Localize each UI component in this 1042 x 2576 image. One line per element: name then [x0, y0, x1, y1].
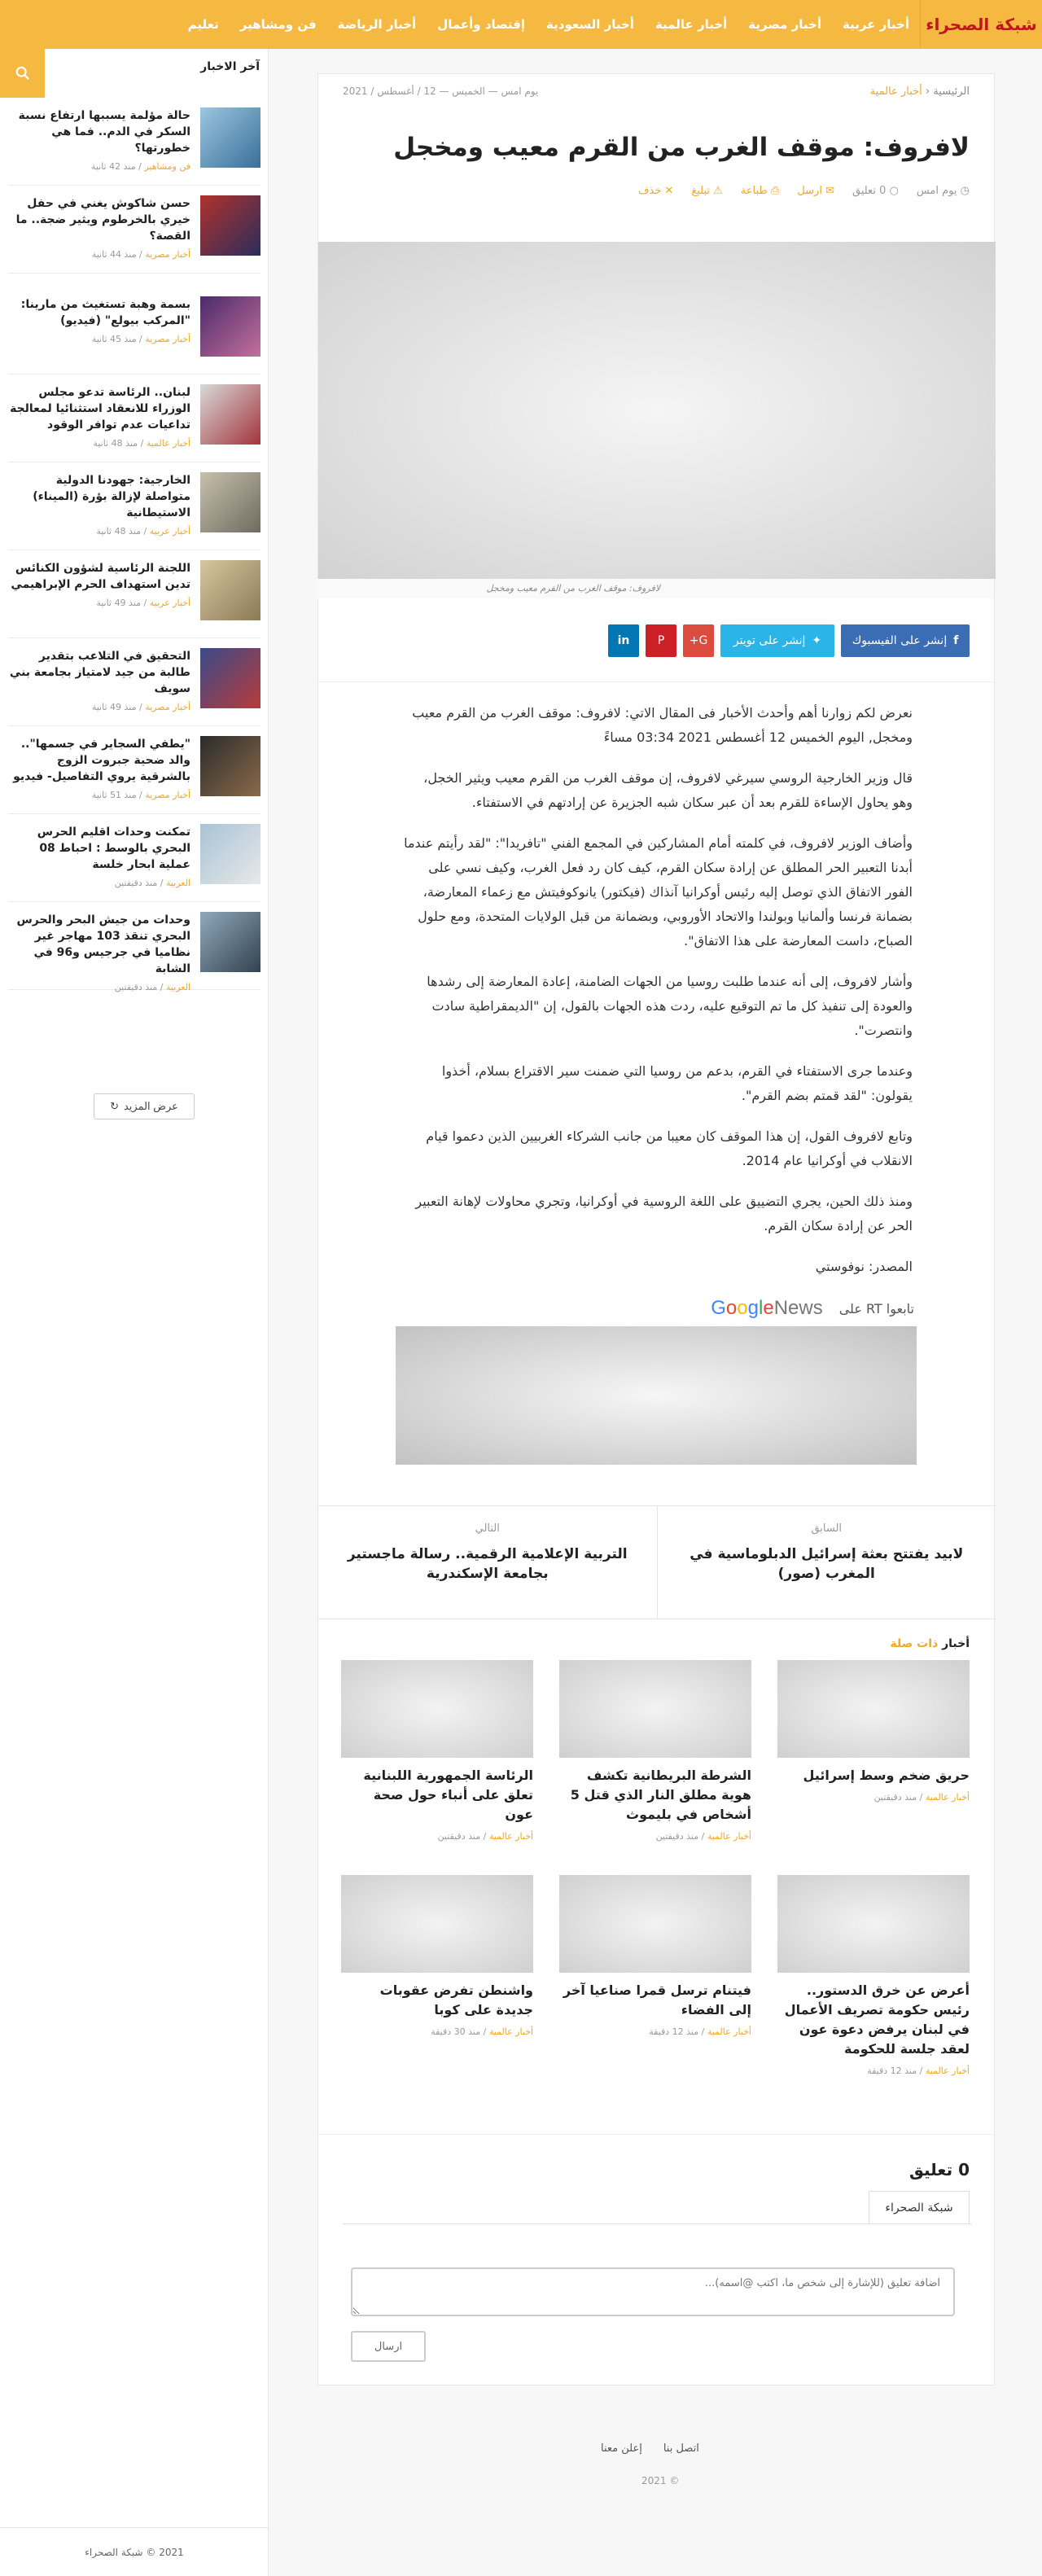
related-title[interactable]: أعرض عن خرق الدستور.. رئيس حكومة تصريف الأعمال في لبنان يرفض دعوة عون لعقد جلسة للحكومة: [784, 1982, 970, 2057]
divider: [343, 2223, 971, 2224]
news-title[interactable]: تمكنت وحدات اقليم الحرس البحري بالوسط : احباط 08 عملية ابحار خلسة: [37, 826, 190, 871]
news-time: منذ 51 ثانية: [91, 790, 137, 800]
footer-link-contact[interactable]: اتصل بنا: [663, 2442, 699, 2455]
meta-print[interactable]: ⎙ طباعة: [740, 185, 780, 197]
related-category[interactable]: أخبار عالمية: [707, 2026, 751, 2037]
nav-item[interactable]: إقتصاد وأعمال: [437, 17, 526, 32]
breadcrumb-category[interactable]: أخبار عالمية: [869, 85, 922, 98]
related-item[interactable]: أعرض عن خرق الدستور.. رئيس حكومة تصريف الأعمال في لبنان يرفض دعوة عون لعقد جلسة للحكومة أخبار عالمية / منذ 12 دقيقة: [777, 1875, 970, 2074]
news-title[interactable]: التحقيق في التلاعب بتقدير طالبة من جيد لامتياز بجامعة بني سويف: [9, 650, 190, 695]
pinterest-icon: P: [657, 634, 665, 647]
breadcrumb-separator-icon: ‹: [922, 85, 930, 98]
twitter-icon: ✦: [812, 634, 822, 647]
article-paragraph: نعرض لكم زوارنا أهم وأحدث الأخبار فى المقال الاتي: لافروف: موقف الغرب من القرم معيب ومخجل, اليوم الخميس 12 أغسطس 2021 03:34 مساءً: [412, 705, 913, 745]
search-icon: [15, 66, 30, 81]
related-time: منذ 30 دقيقة: [431, 2026, 481, 2037]
related-thumbnail[interactable]: [341, 1660, 533, 1758]
news-title[interactable]: حسن شاكوش يغني في حفل خيري بالخرطوم ويثير ضجة.. ما القصة؟: [15, 197, 190, 243]
news-time: منذ 49 ثانية: [96, 598, 142, 608]
article-card: [317, 73, 995, 2385]
sidebar-footer: 2021 © شبكة الصحراء: [0, 2527, 269, 2576]
footer-link-advertise[interactable]: إعلن معنا: [601, 2442, 642, 2455]
nav-item[interactable]: فن ومشاهير: [239, 17, 317, 32]
article-paragraph: قال وزير الخارجية الروسي سيرغي لافروف، إن موقف الغرب من القرم معيب ويثير الخجل، وهو يحاول الإساءة للقرم بعد أن عبر سكان شبه الجزيرة عن إرادتهم في الاستفتاء.: [423, 770, 913, 810]
article-dateline: يوم امس — الخميس — 12 / أغسطس / 2021: [343, 85, 539, 97]
related-title[interactable]: الرئاسة الجمهورية اللبنانية تعلق على أنباء حول صحة عون: [363, 1768, 533, 1822]
news-time: منذ 48 ثانية: [93, 438, 138, 449]
meta-close[interactable]: ✕ خذف: [637, 185, 674, 197]
related-category[interactable]: أخبار عالمية: [925, 2066, 970, 2076]
related-category[interactable]: أخبار عالمية: [488, 1831, 533, 1842]
article-meta: [638, 185, 970, 197]
related-thumbnail[interactable]: [559, 1875, 751, 1973]
related-item[interactable]: واشنطن تفرض عقوبات جديدة على كوبا أخبار عالمية / منذ 30 دقيقة: [341, 1875, 533, 2074]
article-paragraph: وعندما جرى الاستفتاء في القرم، بدعم من روسيا التي ضمنت سير الاقتراع بسلام، أخذوا يقولون: "لقد قمتم بضم القرم".: [441, 1063, 913, 1103]
news-category[interactable]: أخبار مصرية: [145, 702, 190, 712]
article-paragraph: وتابع لافروف القول، إن هذا الموقف كان معيبا من جانب الشركاء الغربيين الذين دعموا قيام الانقلاب في أوكرانيا عام 2014.: [426, 1128, 913, 1168]
list-item[interactable]: حسن شاكوش يغني في حفل خيري بالخرطوم ويثير ضجة.. ما القصة؟ أخبار مصرية / منذ 44 ثانية: [8, 186, 260, 274]
related-thumbnail[interactable]: [341, 1875, 533, 1973]
nav-item[interactable]: أخبار مصرية: [748, 17, 821, 32]
envelope-icon: ✉: [821, 185, 834, 197]
main-nav: [177, 0, 920, 49]
show-more-button[interactable]: [94, 1093, 195, 1119]
previous-title[interactable]: لابيد يفتتح بعثة إسرائيل الدبلوماسية في المغرب (صور): [690, 1546, 964, 1582]
related-title[interactable]: فيتنام ترسل قمرا صناعيا آخر إلى الفضاء: [563, 1982, 751, 2017]
article-paragraph: وأضاف الوزير لافروف، في كلمته أمام المشاركين في المجمع الفني "تافريدا": "لقد رأيتم عندما أبدنا التعبير الحر المطلق عن إرادة سكان القرم، كيف كان رد فعل الغرب، وكيف نسي على الفور الاتفاق الذي توصل إليه رئيس أوكرانيا آنذاك (فيكتور) يانوكوفيتش مع زعماء المعارضة، بضمانة فرنسا وألمانيا وبولندا والاتحاد الأوروبي، وبضمانة من قبل الولايات المتحدة، ومع حلول الصباح، داست المعارضة على هذا الاتفاق".: [404, 835, 913, 948]
footer-copyright: © 2021: [641, 2475, 680, 2486]
refresh-icon: ↻: [110, 1100, 119, 1112]
related-thumbnail[interactable]: [777, 1660, 970, 1758]
article-hero-image: [318, 242, 996, 579]
article-paragraph: ومنذ ذلك الحين، يجري التضييق على اللغة الروسية في أوكرانيا، وتجري محاولات لإهانة التعبير الحر عن إرادة سكان القرم.: [415, 1194, 913, 1233]
next-post-link[interactable]: [318, 1506, 657, 1619]
comments-count: 0 تعليق: [908, 2160, 970, 2180]
share-pinterest-button[interactable]: [646, 624, 676, 657]
warning-icon: ⚠: [710, 185, 723, 197]
news-thumbnail[interactable]: [200, 472, 260, 532]
share-facebook-button[interactable]: f إنشر على الفيسبوك: [841, 624, 970, 657]
previous-post-link[interactable]: [657, 1506, 996, 1619]
related-time: منذ 12 دقيقة: [867, 2066, 917, 2076]
news-thumbnail[interactable]: [200, 107, 260, 168]
news-category[interactable]: العربية: [165, 982, 190, 992]
share-linkedin-button[interactable]: [608, 624, 639, 657]
related-item[interactable]: الرئاسة الجمهورية اللبنانية تعلق على أنباء حول صحة عون أخبار عالمية / منذ دقيقتين: [341, 1660, 533, 1859]
clock-icon: ◷: [957, 185, 970, 197]
close-icon: ✕: [661, 185, 674, 197]
related-title[interactable]: حريق ضخم وسط إسرائيل: [803, 1768, 970, 1783]
article-source: المصدر: نوفوستي: [815, 1259, 913, 1274]
news-thumbnail[interactable]: [200, 296, 260, 357]
news-thumbnail[interactable]: [200, 824, 260, 884]
article-paragraph: وأشار لافروف، إلى أنه عندما طلبت روسيا من الجهات الضامنة، إعادة المعارضة إلى رشدها والعودة إلى تنفيذ كل ما تم التوقيع عليه، ردت هذه الجهات بالقول، إن "الديمقراطية سادت وانتصرت".: [427, 974, 913, 1038]
divider: [318, 681, 996, 682]
google-news-follow[interactable]: [711, 1297, 914, 1320]
news-category[interactable]: أخبار عالمية: [146, 438, 190, 449]
list-item[interactable]: التحقيق في التلاعب بتقدير طالبة من جيد لامتياز بجامعة بني سويف أخبار مصرية / منذ 49 ثانية: [8, 638, 260, 726]
list-item[interactable]: الخارجية: جهودنا الدولية متواصلة لإزالة بؤرة (الميناء) الاستيطانية أخبار عربية / منذ 48 ثانية: [8, 462, 260, 550]
news-category[interactable]: أخبار مصرية: [145, 334, 190, 344]
news-thumbnail[interactable]: [200, 648, 260, 708]
related-item[interactable]: فيتنام ترسل قمرا صناعيا آخر إلى الفضاء أخبار عالمية / منذ 12 دقيقة: [559, 1875, 751, 2074]
meta-send[interactable]: ✉ ارسل: [797, 185, 834, 197]
latest-news-sidebar: [0, 49, 269, 2576]
list-item[interactable]: لبنان.. الرئاسة تدعو مجلس الوزراء للانعقاد استثنائيا لمعالجة تداعيات عدم توافر الوقود أخبار عالمية / منذ 48 ثانية: [8, 375, 260, 462]
list-item[interactable]: اللجنة الرئاسية لشؤون الكنائس تدين استهداف الحرم الإبراهيمي أخبار عربية / منذ 49 ثانية: [8, 550, 260, 638]
related-category[interactable]: أخبار عالمية: [925, 1792, 970, 1803]
news-time: منذ دقيقتين: [114, 982, 158, 992]
news-title[interactable]: الخارجية: جهودنا الدولية متواصلة لإزالة بؤرة (الميناء) الاستيطانية: [33, 474, 190, 519]
news-title[interactable]: حالة مؤلمة يسببها ارتفاع نسبة السكر في الدم.. فما هي خطورتها؟: [18, 109, 190, 155]
top-navbar: [0, 0, 1042, 49]
share-google-plus-button[interactable]: [683, 624, 714, 657]
comment-submit-button[interactable]: ارسال: [351, 2331, 426, 2362]
list-item[interactable]: وحدات من جيش البحر والحرس البحري تنقذ 103 مهاجر غير نظاميا في جرجيس و96 في الشابة العربية / منذ دقيقتين: [8, 902, 260, 990]
news-time: منذ 44 ثانية: [91, 249, 137, 260]
nav-item[interactable]: أخبار عربية: [843, 17, 909, 32]
list-item[interactable]: "يطفي السجاير في جسمها".. والد ضحية جبروت الزوج بالشرقية يروي التفاصيل- فيديو أخبار مصرية / منذ 51 ثانية: [8, 726, 260, 814]
next-title[interactable]: التربية الإعلامية الرقمية.. رسالة ماجستير بجامعة الإسكندرية: [347, 1546, 628, 1582]
list-item[interactable]: حالة مؤلمة يسببها ارتفاع نسبة السكر في الدم.. فما هي خطورتها؟ فن ومشاهير / منذ 42 ثانية: [8, 98, 260, 186]
search-button[interactable]: [0, 49, 45, 98]
divider: [318, 2134, 996, 2135]
meta-time: ◷ يوم امس: [916, 185, 970, 197]
related-category[interactable]: أخبار عالمية: [707, 1831, 751, 1842]
share-twitter-button[interactable]: ✦ إنشر على تويتر: [720, 624, 834, 657]
news-title[interactable]: "يطفي السجاير في جسمها".. والد ضحية جبروت الزوج بالشرقية يروي التفاصيل- فيديو: [13, 738, 190, 783]
google-plus-icon: G+: [689, 634, 708, 647]
print-icon: ⎙: [767, 185, 780, 197]
related-heading: أخبار ذات صلة: [890, 1637, 970, 1650]
google-news-banner[interactable]: [396, 1326, 917, 1465]
news-time: منذ دقيقتين: [114, 878, 158, 888]
google-news-label: تابعوا RT على: [838, 1300, 914, 1316]
show-more-label: عرض المزيد: [123, 1100, 178, 1112]
related-title[interactable]: الشرطة البريطانية تكشف هوية مطلق النار الذي قتل 5 أشخاص في بليموث: [570, 1768, 751, 1822]
news-category[interactable]: فن ومشاهير: [144, 161, 190, 172]
news-thumbnail[interactable]: [200, 384, 260, 445]
latest-news-list: [8, 98, 260, 990]
news-title[interactable]: بسمة وهبة تستغيث من مارينا: "المركب بيولع" (فيديو): [20, 298, 190, 327]
comments-tab[interactable]: شبكة الصحراء: [869, 2191, 970, 2223]
related-thumbnail[interactable]: [777, 1875, 970, 1973]
related-item[interactable]: الشرطة البريطانية تكشف هوية مطلق النار الذي قتل 5 أشخاص في بليموث أخبار عالمية / منذ دقيقتين: [559, 1660, 751, 1859]
next-label: التالي: [475, 1522, 500, 1535]
article-body: [400, 701, 913, 1295]
related-news-grid: [341, 1660, 970, 2074]
comment-input[interactable]: [351, 2267, 955, 2316]
footer-links: [601, 2442, 699, 2455]
news-title[interactable]: وحدات من جيش البحر والحرس البحري تنقذ 103 مهاجر غير نظاميا في جرجيس و96 في الشابة: [16, 913, 190, 975]
post-navigation: [318, 1505, 996, 1619]
related-item[interactable]: حريق ضخم وسط إسرائيل أخبار عالمية / منذ دقيقتين: [777, 1660, 970, 1859]
related-time: منذ دقيقتين: [873, 1792, 917, 1803]
news-category[interactable]: أخبار مصرية: [145, 249, 190, 260]
meta-report[interactable]: ⚠ تبليغ: [691, 185, 723, 197]
article-title: لافروف: موقف الغرب من القرم معيب ومخجل: [393, 133, 970, 162]
linkedin-icon: in: [617, 634, 630, 647]
nav-item[interactable]: أخبار عالمية: [655, 17, 728, 32]
related-title[interactable]: واشنطن تفرض عقوبات جديدة على كوبا: [379, 1982, 533, 2017]
meta-comments[interactable]: ○ 0 تعليق: [852, 185, 899, 197]
sidebar-heading: آخر الاخبار: [200, 60, 260, 73]
list-item[interactable]: بسمة وهبة تستغيث من مارينا: "المركب بيولع" (فيديو) أخبار مصرية / منذ 45 ثانية: [8, 287, 260, 375]
comment-icon: ○: [886, 185, 899, 197]
news-category[interactable]: أخبار عربية: [149, 526, 190, 537]
previous-label: السابق: [811, 1522, 843, 1535]
news-category[interactable]: أخبار مصرية: [145, 790, 190, 800]
news-thumbnail[interactable]: [200, 736, 260, 796]
news-time: منذ 49 ثانية: [91, 702, 137, 712]
nav-item[interactable]: أخبار السعودية: [546, 17, 634, 32]
breadcrumb: [870, 85, 970, 98]
related-category[interactable]: أخبار عالمية: [488, 2026, 533, 2037]
facebook-icon: f: [953, 634, 959, 647]
related-time: منذ دقيقتين: [437, 1831, 481, 1842]
news-category[interactable]: أخبار عربية: [149, 598, 190, 608]
related-time: منذ دقيقتين: [655, 1831, 699, 1842]
google-news-logo[interactable]: GoogleNews: [711, 1297, 823, 1319]
news-time: منذ 42 ثانية: [90, 161, 136, 172]
news-title[interactable]: اللجنة الرئاسية لشؤون الكنائس تدين استهداف الحرم الإبراهيمي: [11, 562, 190, 591]
nav-item[interactable]: أخبار الرياضة: [337, 17, 417, 32]
site-logo[interactable]: شبكة الصحراء: [920, 0, 1042, 49]
breadcrumb-home[interactable]: الرئيسية: [933, 85, 970, 98]
news-thumbnail[interactable]: [200, 195, 260, 256]
news-thumbnail[interactable]: [200, 912, 260, 972]
related-time: منذ 12 دقيقة: [649, 2026, 699, 2037]
image-caption: لافروف: موقف الغرب من القرم معيب ومخجل: [317, 579, 994, 598]
list-item[interactable]: تمكنت وحدات اقليم الحرس البحري بالوسط : احباط 08 عملية ابحار خلسة العربية / منذ دقيقتين: [8, 814, 260, 902]
news-title[interactable]: لبنان.. الرئاسة تدعو مجلس الوزراء للانعقاد استثنائيا لمعالجة تداعيات عدم توافر الوقود: [10, 386, 190, 432]
share-bar: [608, 624, 970, 657]
news-time: منذ 45 ثانية: [91, 334, 137, 344]
news-category[interactable]: العربية: [165, 878, 190, 888]
news-time: منذ 48 ثانية: [96, 526, 142, 537]
news-thumbnail[interactable]: [200, 560, 260, 620]
nav-item[interactable]: تعليم: [187, 17, 219, 32]
related-thumbnail[interactable]: [559, 1660, 751, 1758]
